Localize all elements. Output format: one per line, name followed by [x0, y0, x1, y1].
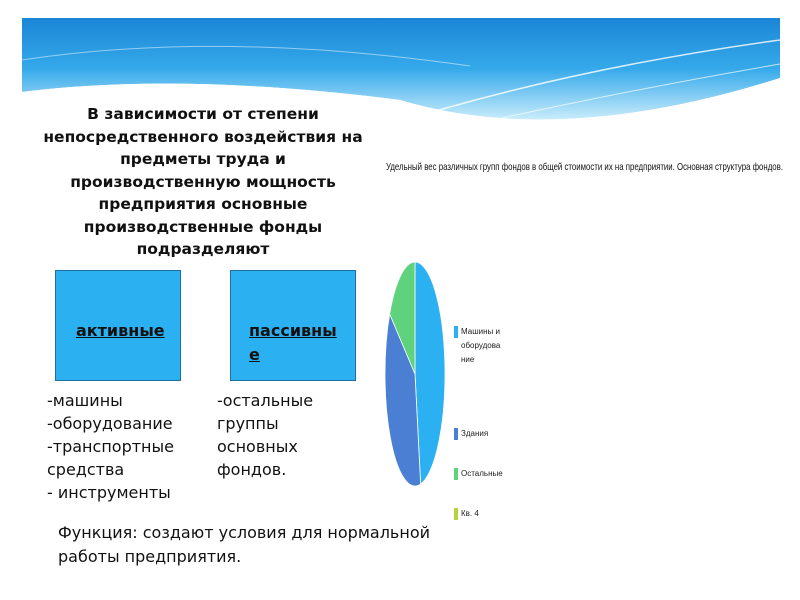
legend-label: Остальные	[461, 469, 503, 478]
active-item: -транспортные средства	[47, 437, 174, 479]
passive-funds-box	[230, 270, 356, 381]
pie-chart	[370, 150, 790, 530]
passive-item: группы	[217, 414, 279, 433]
active-item: - инструменты	[47, 483, 171, 502]
pie-slice	[415, 262, 445, 484]
passive-funds-label: пассивные	[249, 321, 337, 364]
active-item: -оборудование	[47, 414, 173, 433]
active-item: -машины	[47, 391, 123, 410]
passive-item: фондов.	[217, 460, 287, 479]
slide-heading: В зависимости от степени непосредственного воздействия на предметы труда и производственную мощность предприятия основные производственные фонды подразделяют	[43, 105, 363, 258]
legend-label: Машины и оборудова ние	[461, 327, 501, 364]
function-text: Функция: создают условия для нормальной работы предприятия.	[58, 523, 430, 566]
chart-title: Удельный вес различных групп фондов в общей стоимости их на предприятии. Основная структура фондов.	[386, 161, 783, 173]
pie-slices	[385, 262, 445, 486]
legend-swatch	[454, 428, 458, 440]
legend-label: Здания	[461, 429, 489, 438]
active-funds-box	[55, 270, 181, 381]
active-funds-label: активные	[76, 321, 165, 340]
legend-label: Кв. 4	[461, 509, 479, 518]
legend-swatch	[454, 468, 458, 480]
chart-legend	[454, 326, 503, 520]
legend-swatch	[454, 326, 458, 338]
passive-funds-list	[217, 389, 347, 481]
legend-swatch	[454, 508, 458, 520]
passive-item: основных	[217, 437, 298, 456]
active-funds-list	[47, 389, 187, 504]
passive-item: -остальные	[217, 391, 314, 410]
